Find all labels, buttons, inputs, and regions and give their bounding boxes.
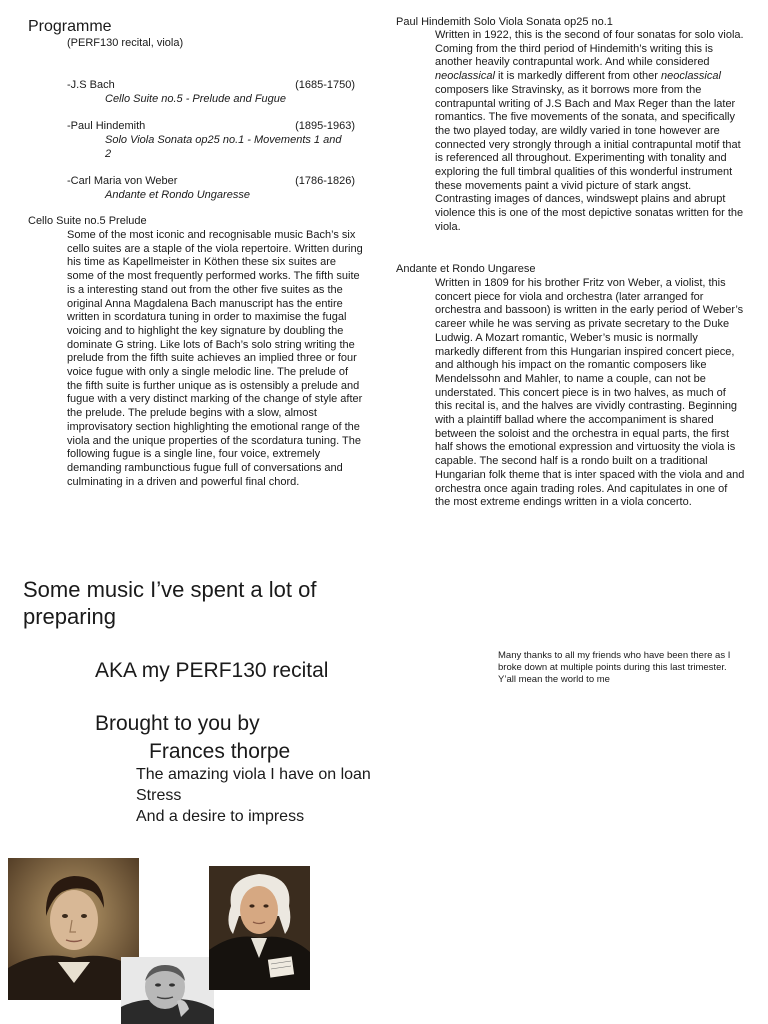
composer-dates: (1895-1963) [295,120,355,132]
composer: -J.S Bach [67,79,115,91]
work-title: Solo Viola Sonata op25 no.1 - Movements 1 and 2 [105,134,342,160]
programme-subtitle: (PERF130 recital, viola) [67,37,184,49]
work-title: Andante et Rondo Ungaresse [105,189,250,201]
programme-item [67,120,355,164]
bach-notes-heading: Cello Suite no.5 Prelude [28,215,147,227]
hindemith-portrait [121,957,214,1024]
hindemith-notes-heading: Paul Hindemith Solo Viola Sonata op25 no.1 [396,16,613,28]
cover-aka: AKA my PERF130 recital [95,659,329,682]
cover-headline: Some music I’ve spent a lot of preparing [23,577,317,629]
cover-list-item: The amazing viola I have on loan [136,766,371,783]
composer: -Carl Maria von Weber [67,175,178,187]
programme-title: Programme [28,18,112,35]
composer-dates: (1685-1750) [295,79,355,91]
cover-list-item: And a desire to impress [136,808,305,825]
weber-portrait [8,858,139,1000]
cover-brought-by: Brought to you by [95,712,260,735]
cover-list-item: Stress [136,787,182,804]
bach-portrait [209,866,310,990]
programme-item [67,79,355,109]
thanks-note: Many thanks to all my friends who have been there as I broke down at multiple points during this last trimester. Y’all mean the world to me [498,650,731,685]
weber-notes-body: Written in 1809 for his brother Fritz von Weber, a violist, this concert piece for viola and orchestra (later arranged for orchestra and bassoon) is written in the early period of Weber’s career while he was serving as private secretary to the Duke Ludwig. A Mozart romantic, Weber’s music is normally markedly different from this Hungarian inspired concert piece, and although his impact on the romantic composers like Mendelssohn and Mahler, to name a couple, can not be understated. This concert piece is in two halves, as much of this recital is, and the halves are vividly contrasting. Beginning with a plaintiff ballad where the accompaniment is shared between the soloist and the orchestra in equal parts, the first half shows the emotional expression and virtuosity the viola is capable. The second half is a rondo built on a traditional Hungarian folk theme that is inter spaced with the viola and and orchestra once again trading roles. And capitulates in one of the most extreme endings written in a viola concerto. [435,277,745,509]
composer-dates: (1786-1826) [295,175,355,187]
performer-name: Frances thorpe [149,740,291,763]
work-title: Cello Suite no.5 - Prelude and Fugue [105,93,287,105]
hindemith-notes-body: Written in 1922, this is the second of four sonatas for solo viola. Coming from the third period of Hindemith’s writing this is another heavily contrapuntal work. And while considered neoclassical it is markedly different from other neoclassical composers like Stravinsky, as it borrows more from the contrapuntal writing of J.S Bach and Max Reger than the later romantics. The five movements of the sonata, and specifically the two played today, are wildly varied in tone however are connected very strongly through a initial contrapuntal motif that is referenced all throughout. Experimenting with tonality and exploring the full timbral qualities of this wonderful instrument these movements paint a vivid picture of stark angst. Contrasting images of dances, windswept plains and abrupt violence this is one of the most depictive sonatas written for the viola. [435,29,744,233]
programme-item [67,175,355,205]
bach-notes-body: Some of the most iconic and recognisable music Bach’s six cello suites are a staple of the viola repertoire. Written during his time as Kapellmeister in Köthen these six suites are some of the most frequently performed works. The fifth suite is a interesting stand out from the other five suites as the original Anna Magdalena Bach manuscript has the entire written in scordatura tuning in order to maximise the fugal voicing and to highlight the key signature by doubling the dominate G string. Like lots of Bach’s solo string writing the prelude from the fifth suite achieves an implied three or four voice fugue with only a single melodic line. The prelude of the fifth suite is further unique as is ostensibly a prelude and fugue with a very distinct marking of the change of style after the prelude. The prelude begins with a slow, almost improvisatory section highlighting the emotional range of the viola and the unique properties of the scordatura tuning. The following fugue is a single line, four voice, extremely demanding rambunctious fugue full of conversations and culminating in a driven and powerful final chord. [67,229,363,488]
composer: -Paul Hindemith [67,120,146,132]
weber-notes-heading: Andante et Rondo Ungarese [396,263,536,275]
cover-list [136,764,376,827]
